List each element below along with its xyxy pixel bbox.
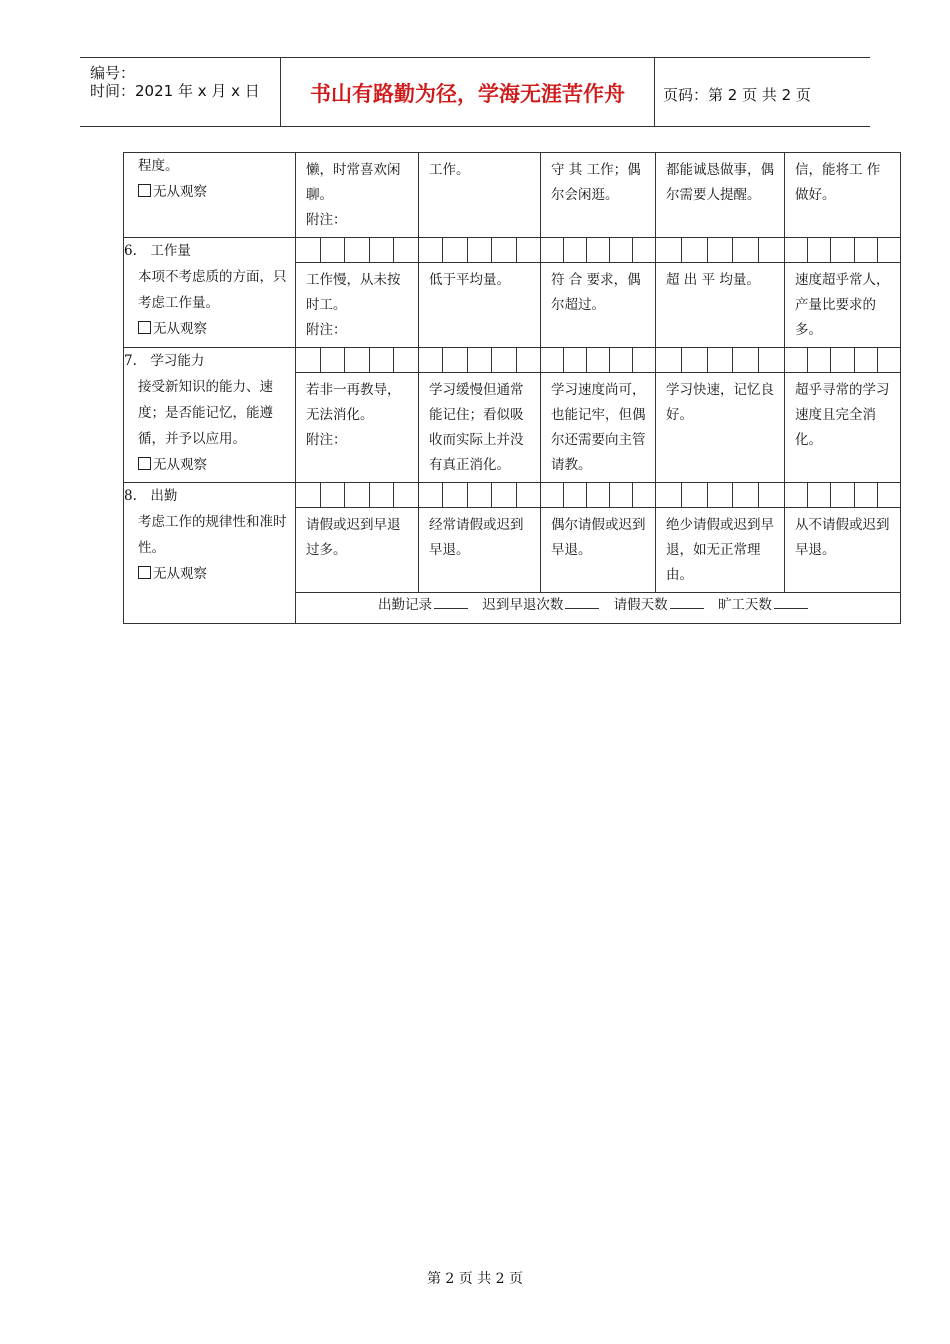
rating-text: 从不请假或迟到早退。 [795, 517, 890, 558]
leave-days-blank[interactable] [670, 608, 704, 609]
score-box-row [124, 238, 901, 263]
rating-text: 学习速度尚可，也能记牢，但偶尔还需要向主管请教。 [551, 382, 646, 473]
score-boxes[interactable] [296, 483, 419, 508]
rating-cell [296, 263, 419, 348]
rating-text: 学习缓慢但通常能记住；看似吸收而实际上并没有真正消化。 [429, 382, 524, 473]
rating-cell [785, 263, 901, 348]
rating-text: 学习快速，记忆良好。 [666, 382, 774, 423]
rating-text: 超乎寻常的学习速度且完全消化。 [795, 382, 890, 448]
header-meta [80, 58, 281, 126]
criterion-cell [124, 238, 296, 348]
criterion-cell [124, 483, 296, 624]
score-boxes[interactable] [419, 348, 541, 373]
score-boxes[interactable] [419, 238, 541, 263]
no-observation-label: 无从观察 [153, 321, 207, 337]
attendance-record [296, 593, 901, 624]
criterion-description: 接受新知识的能力、速度；是否能记忆，能遵循，并予以应用。 [138, 379, 273, 447]
header-motto-cell [281, 58, 655, 126]
rating-cell [419, 153, 541, 238]
no-observation-option[interactable] [124, 179, 295, 205]
score-boxes[interactable] [656, 348, 785, 373]
criterion-title: 8. 出勤 [124, 488, 178, 504]
criterion-description: 程度。 [138, 158, 179, 174]
rating-cell [419, 373, 541, 483]
no-observation-option[interactable] [124, 316, 295, 342]
late-count-label: 迟到早退次数 [482, 597, 564, 613]
rating-cell [296, 373, 419, 483]
score-box-row [124, 348, 901, 373]
rating-text: 若非一再教导，无法消化。 附注： [306, 382, 401, 448]
rating-cell [541, 153, 656, 238]
rating-cell [419, 263, 541, 348]
header-page-number: 页码：第 2 页 共 2 页 [663, 86, 811, 104]
criterion-description: 本项不考虑质的方面，只考虑工作量。 [138, 269, 287, 311]
rating-cell [785, 373, 901, 483]
criterion-description: 考虑工作的规律性和准时性。 [138, 514, 287, 556]
no-observation-label: 无从观察 [153, 566, 207, 582]
rating-cell [785, 153, 901, 238]
score-boxes[interactable] [419, 483, 541, 508]
rating-cell [541, 263, 656, 348]
rating-cell [541, 373, 656, 483]
rating-cell [419, 508, 541, 593]
document-number-label: 编号： [90, 64, 136, 82]
rating-text: 绝少请假或迟到早退，如无正常理由。 [666, 517, 774, 583]
rating-cell [541, 508, 656, 593]
rating-text: 经常请假或迟到早退。 [429, 517, 524, 558]
rating-text: 请假或迟到早退过多。 [306, 517, 401, 558]
score-boxes[interactable] [785, 483, 901, 508]
checkbox-icon[interactable] [138, 321, 151, 334]
checkbox-icon[interactable] [138, 184, 151, 197]
rating-cell [296, 508, 419, 593]
rating-cell [656, 263, 785, 348]
criterion-title: 6. 工作量 [124, 243, 191, 259]
score-box-row [124, 483, 901, 508]
page-footer: 第 2 页 共 2 页 [426, 1271, 524, 1287]
attendance-record-blank[interactable] [434, 608, 468, 609]
score-boxes[interactable] [541, 483, 656, 508]
evaluation-table [123, 152, 901, 624]
score-boxes[interactable] [656, 238, 785, 263]
rating-text: 符 合 要求，偶尔超过。 [551, 272, 641, 313]
no-observation-option[interactable] [124, 561, 295, 587]
document-date-label: 时间：2021 年 x 月 x 日 [90, 82, 260, 100]
leave-days-label: 请假天数 [613, 597, 668, 613]
rating-text: 工作。 [429, 162, 470, 178]
checkbox-icon[interactable] [138, 457, 151, 470]
score-boxes[interactable] [785, 238, 901, 263]
checkbox-icon[interactable] [138, 566, 151, 579]
rating-cell [785, 508, 901, 593]
no-observation-option[interactable] [124, 452, 295, 478]
table-row [124, 153, 901, 238]
score-boxes[interactable] [785, 348, 901, 373]
rating-text: 守 其 工作；偶尔会闲逛。 [551, 162, 641, 203]
rating-cell [656, 153, 785, 238]
rating-text: 信，能将工 作 做好。 [795, 162, 881, 203]
no-observation-label: 无从观察 [153, 184, 207, 200]
rating-cell [296, 153, 419, 238]
rating-text: 速度超乎常人，产量比要求的多。 [795, 272, 890, 338]
rating-cell [656, 508, 785, 593]
criterion-title: 7. 学习能力 [124, 353, 205, 369]
score-boxes[interactable] [541, 348, 656, 373]
score-boxes[interactable] [541, 238, 656, 263]
rating-text: 超 出 平 均量。 [666, 272, 760, 288]
page-header [80, 57, 870, 127]
rating-cell [656, 373, 785, 483]
rating-text: 偶尔请假或迟到早退。 [551, 517, 646, 558]
header-page-cell [655, 58, 870, 126]
criterion-cell [124, 348, 296, 483]
rating-text: 低于平均量。 [429, 272, 510, 288]
header-motto: 书山有路勤为径，学海无涯苦作舟 [310, 82, 625, 106]
rating-text: 工作慢，从未按时工。 附注： [306, 272, 401, 338]
rating-text: 懒，时常喜欢闲聊。 附注： [306, 162, 401, 228]
score-boxes[interactable] [656, 483, 785, 508]
score-boxes[interactable] [296, 238, 419, 263]
rating-text: 都能诚恳做事，偶尔需要人提醒。 [666, 162, 774, 203]
attendance-record-label: 出勤记录 [378, 597, 433, 613]
no-observation-label: 无从观察 [153, 457, 207, 473]
criterion-cell [124, 153, 296, 238]
score-boxes[interactable] [296, 348, 419, 373]
absent-days-blank[interactable] [774, 608, 808, 609]
late-count-blank[interactable] [565, 608, 599, 609]
absent-days-label: 旷工天数 [717, 597, 772, 613]
